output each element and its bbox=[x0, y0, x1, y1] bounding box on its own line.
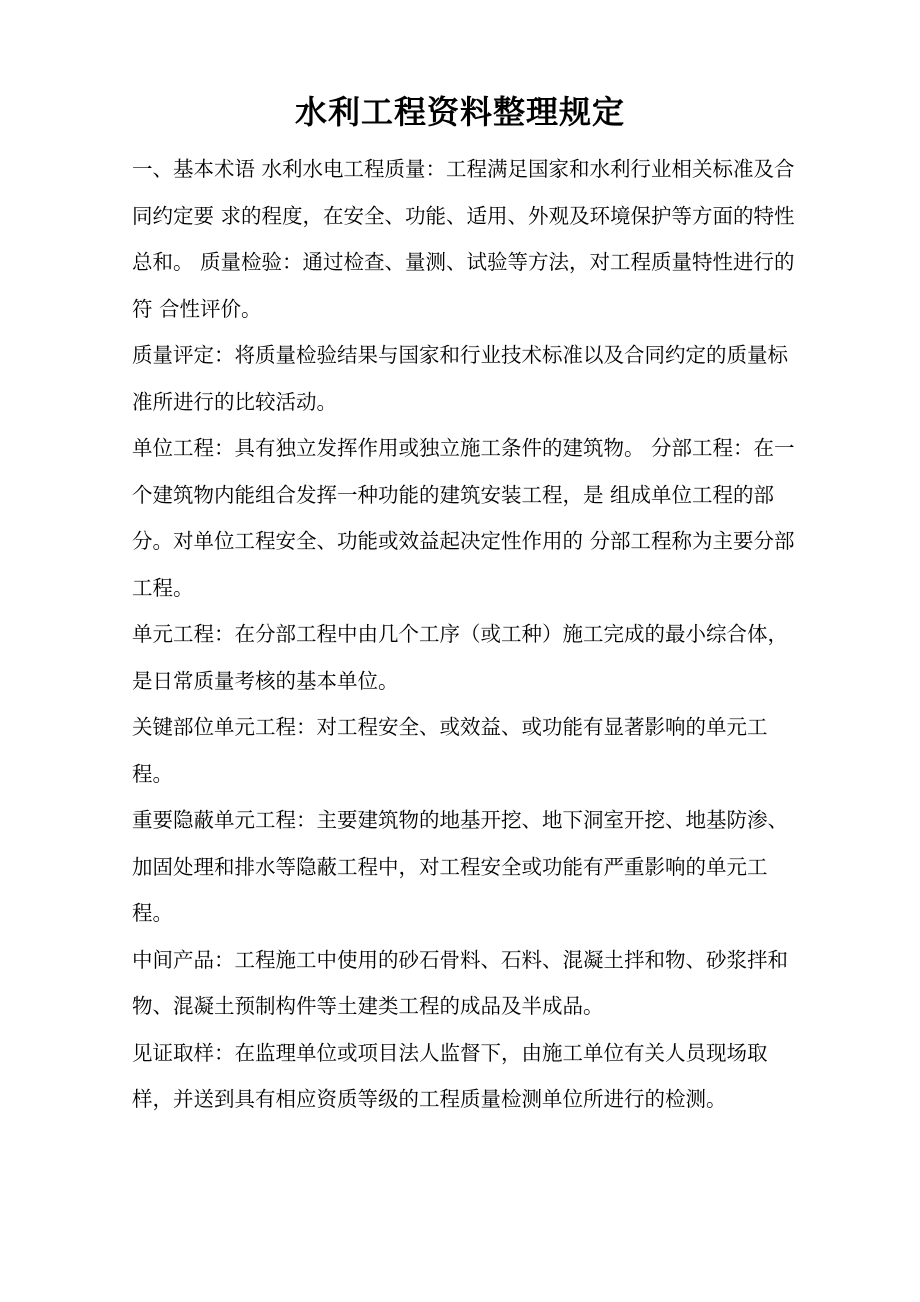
paragraph-basic-terms: 一、基本术语 水利水电工程质量：工程满足国家和水利行业相关标准及合同约定要 求的程度，在安全、功能、适用、外观及环境保护等方面的特性总和。 质量检验：通过检查、量测、试验等方法，对工程质量特性进行的符 合性评价。 bbox=[132, 157, 795, 321]
paragraph-key-element-project: 关键部位单元工程：对工程安全、或效益、或功能有显著影响的单元工程。 bbox=[132, 715, 768, 786]
paragraph-intermediate-products: 中间产品：工程施工中使用的砂石骨料、石料、混凝土拌和物、砂浆拌和物、混凝土预制构件等土建类工程的成品及半成品。 bbox=[132, 947, 788, 1018]
document-body bbox=[132, 146, 796, 1123]
document-title: 水利工程资料整理规定 bbox=[294, 93, 625, 131]
paragraph-unit-project: 单位工程：具有独立发挥作用或独立施工条件的建筑物。 分部工程：在一个建筑物内能组合发挥一种功能的建筑安装工程，是 组成单位工程的部分。对单位工程安全、功能或效益起决定性作用的 分部工程称为主要分部工程。 bbox=[132, 436, 795, 600]
paragraph-concealed-element-project: 重要隐蔽单元工程：主要建筑物的地基开挖、地下洞室开挖、地基防渗、加固处理和排水等隐蔽工程中，对工程安全或功能有严重影响的单元工程。 bbox=[132, 808, 788, 925]
paragraph-quality-evaluation: 质量评定：将质量检验结果与国家和行业技术标准以及合同约定的质量标准所进行的比较活动。 bbox=[132, 343, 788, 414]
paragraph-element-project: 单元工程：在分部工程中由几个工序（或工种）施工完成的最小综合体，是日常质量考核的基本单位。 bbox=[132, 622, 788, 693]
paragraph-witness-sampling: 见证取样：在监理单位或项目法人监督下，由施工单位有关人员现场取样，并送到具有相应资质等级的工程质量检测单位所进行的检测。 bbox=[132, 1040, 768, 1111]
